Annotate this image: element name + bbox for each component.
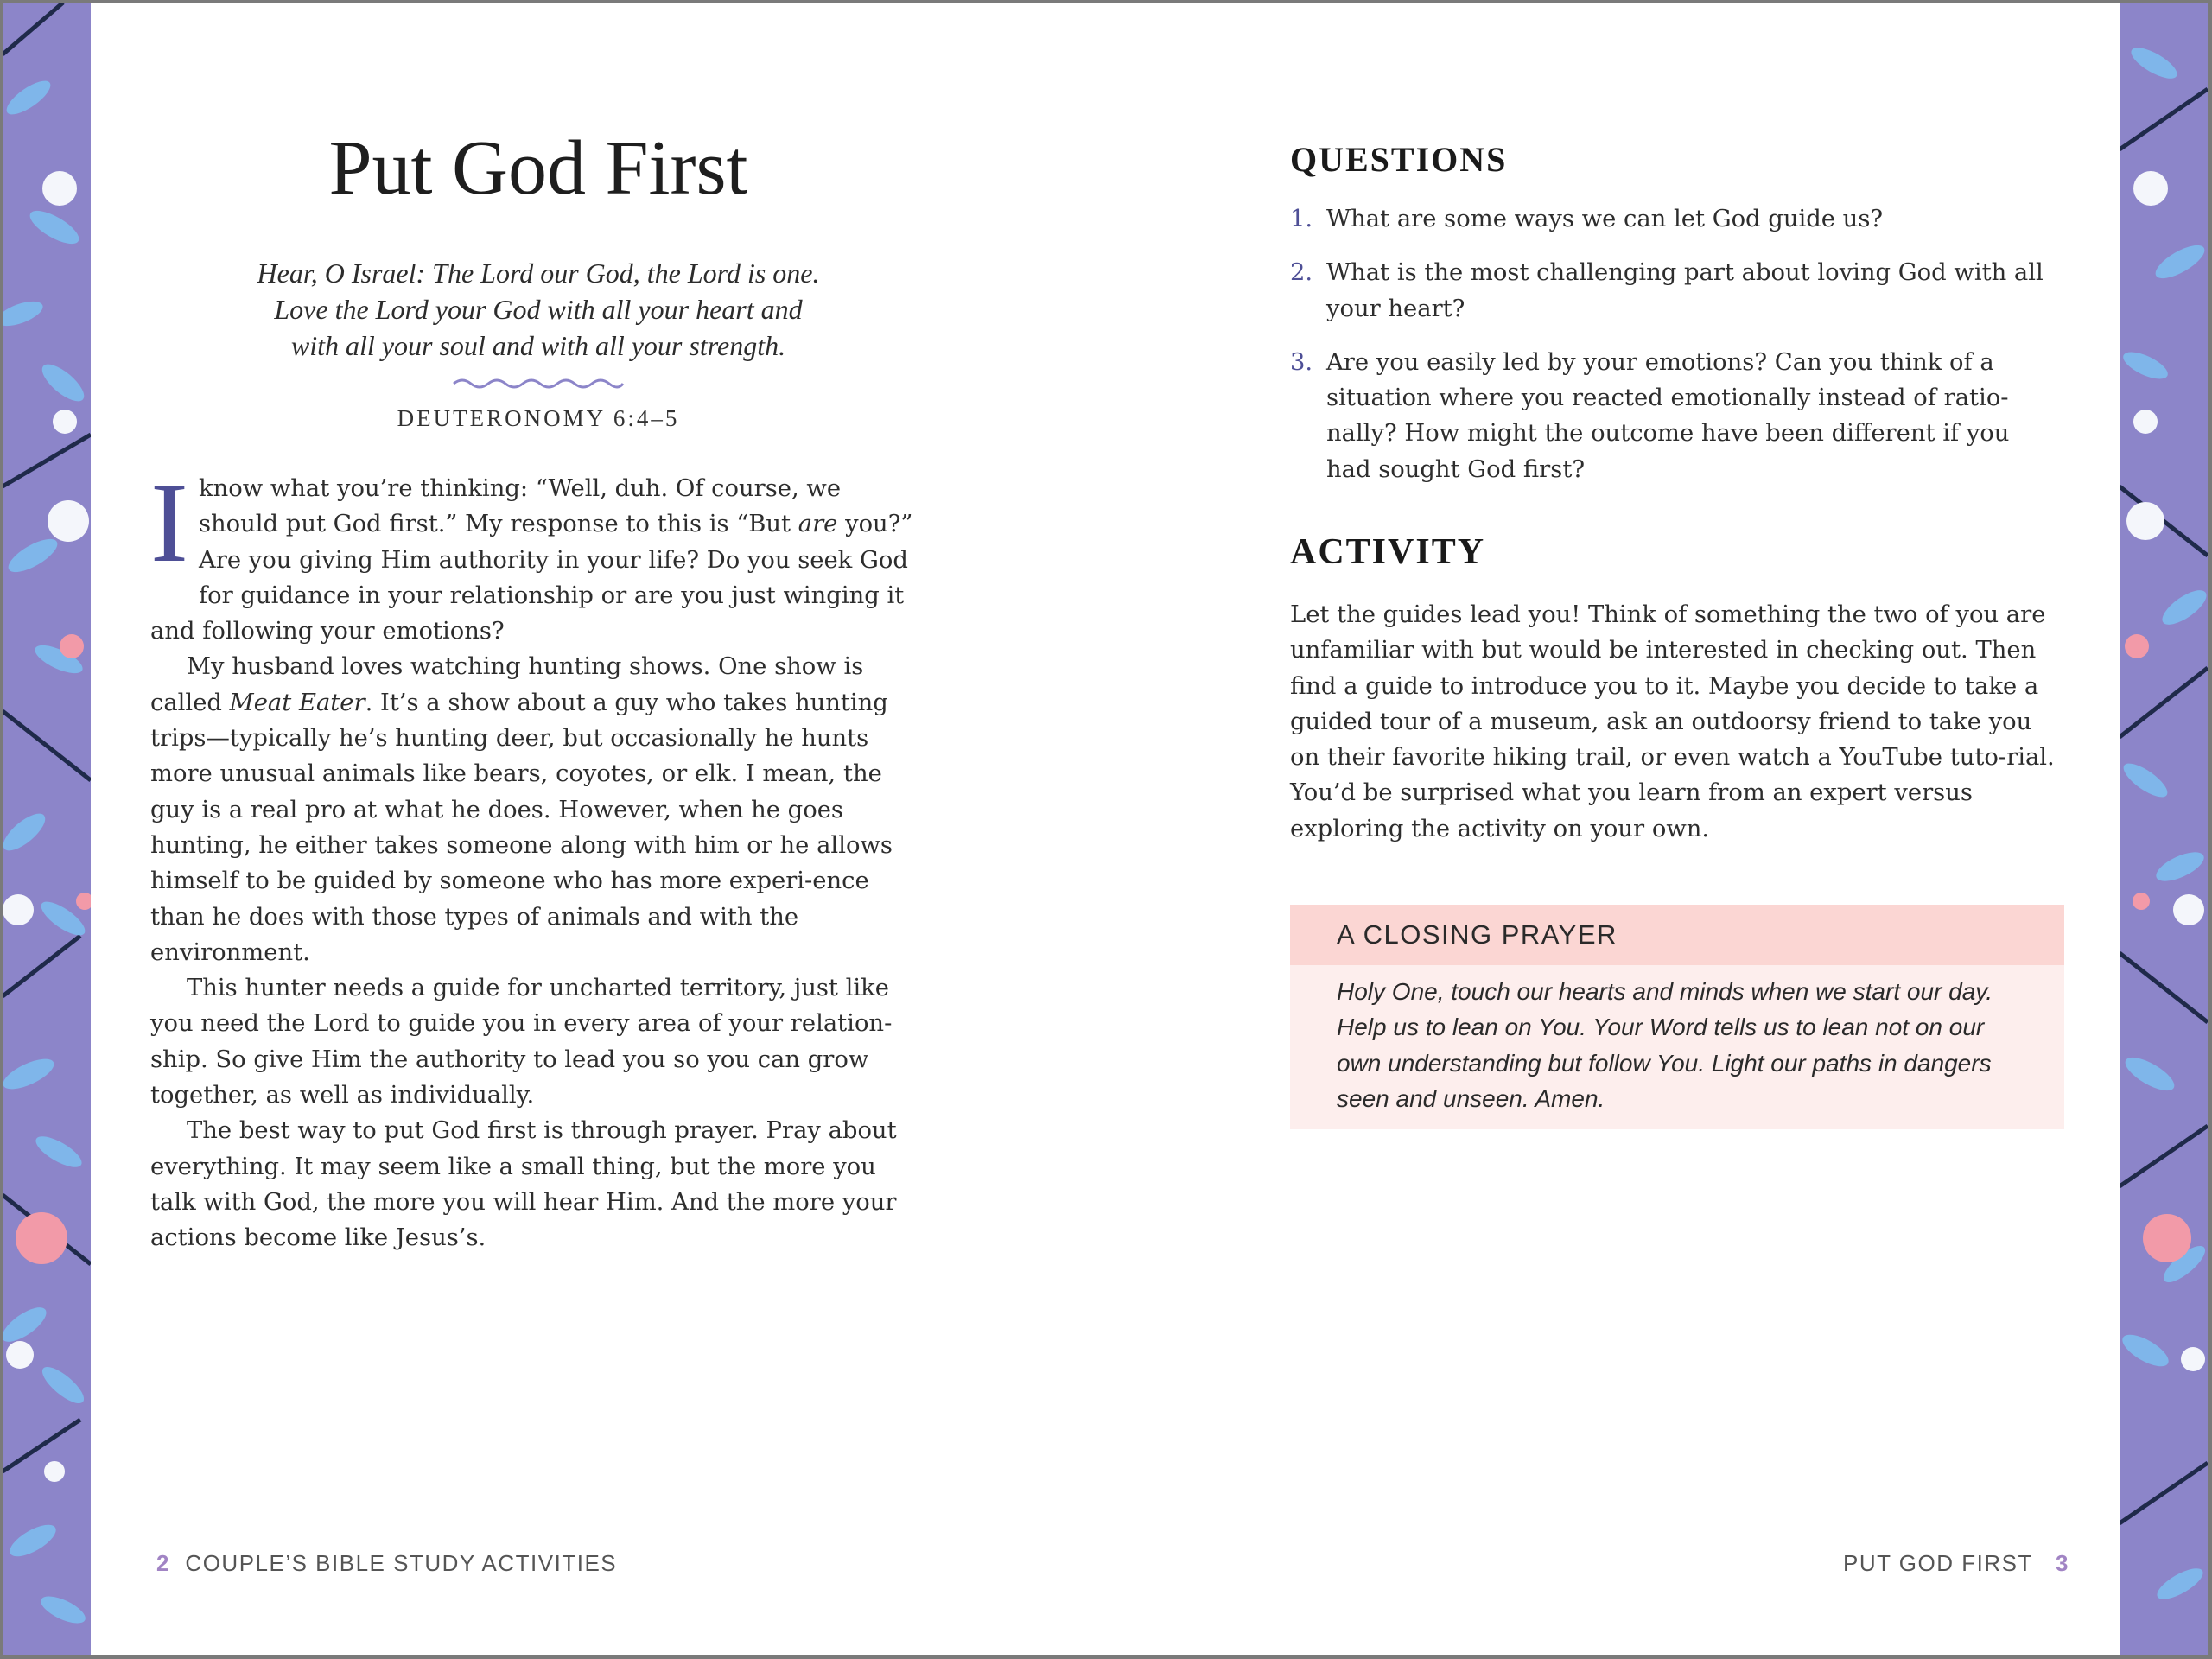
question-text: Are you easily led by your emotions? Can you think of a situation where you reacted emotionally instead of ratio-nally? How might the outcome have been different if you had sought God first? — [1326, 348, 2010, 483]
question-item — [1290, 201, 2050, 237]
body-text — [150, 459, 915, 1256]
question-item — [1290, 255, 2050, 327]
questions-list — [1290, 201, 2050, 505]
text-span: you?” Are you giving Him authority in your life? Do you seek God for guidance in your relationship or are you just winging it and following your emotions? — [150, 511, 913, 645]
question-number: 3. — [1290, 348, 1313, 376]
closing-prayer-box — [1290, 905, 2064, 1129]
question-item — [1290, 345, 2050, 487]
activity-text: Let the guides lead you! Think of something the two of you are unfamiliar with but would be interested in checking out. Then find a guide to introduce you to it. Maybe you decide to take a guided tour of a museum, ask an outdoorsy friend to take you on their favorite hiking trail, or even watch a YouTube tuto-rial. You’d be surprised what you learn from an expert versus exploring the activity on your own. — [1290, 601, 2055, 842]
question-text: What is the most challenging part about loving God with all your heart? — [1326, 259, 2044, 322]
drop-cap: I — [150, 459, 188, 586]
page-title: Put God First — [328, 125, 748, 211]
questions-heading: QUESTIONS — [1290, 140, 1508, 179]
left-floral-border — [3, 3, 91, 1655]
verse-line: Hear, O Israel: The Lord our God, the Lord is one. — [257, 257, 820, 289]
right-floral-border — [2120, 3, 2208, 1655]
body-paragraph: This hunter needs a guide for uncharted territory, just like you need the Lord to guide you in every area of your relation-ship. So give Him the authority to lead you so you can grow together, as well as individually. — [150, 975, 893, 1109]
question-number: 2. — [1290, 259, 1313, 287]
page-number: 2 — [156, 1550, 170, 1576]
show-title: Meat Eater — [229, 689, 365, 716]
prayer-heading: A CLOSING PRAYER — [1290, 905, 2064, 965]
decorative-wave-divider — [452, 376, 625, 390]
body-paragraph — [150, 649, 915, 970]
text-span: know what you’re thinking: “Well, duh. Of course, we should put God first.” My response to this is “But — [198, 475, 842, 538]
body-paragraph: The best way to put God first is through prayer. Pray about everything. It may seem like a small thing, but the more you talk with God, the more you will hear Him. And the more your actions become like Jesus’s. — [150, 1117, 897, 1252]
body-paragraph — [150, 459, 915, 649]
footer-left — [156, 1550, 617, 1577]
text-span: My husband loves watching hunting shows. One show is called — [150, 653, 864, 716]
running-head: PUT GOD FIRST — [1843, 1550, 2033, 1576]
floral-pattern-right — [2120, 3, 2208, 1655]
verse-line: with all your soul and with all your strength. — [290, 330, 786, 361]
activity-heading: ACTIVITY — [1290, 532, 1486, 572]
verse-reference: DEUTERONOMY 6:4–5 — [397, 405, 680, 431]
text-span: . It’s a show about a guy who takes hunting trips—typically he’s hunting deer, but occasionally he hunts more unusual animals like bears, coyotes, or elk. I mean, the guy is a real pro at what he does. However, when he goes hunting, he either takes someone along with him or he allows himself to be guided by someone who has more experi-ence than he does with those types of animals and with the environment. — [150, 689, 893, 966]
question-number: 1. — [1290, 206, 1313, 232]
scripture-verse — [210, 255, 867, 364]
page-number: 3 — [2056, 1550, 2069, 1576]
prayer-text: Holy One, touch our hearts and minds when we start our day. Help us to lean on You. Your Word tells us to lean not on our own understanding but follow You. Light our paths in dangers seen and unseen. Amen. — [1337, 978, 1993, 1112]
verse-line: Love the Lord your God with all your heart and — [274, 294, 803, 325]
book-spread — [3, 3, 2208, 1655]
question-text: What are some ways we can let God guide us? — [1326, 206, 1884, 232]
floral-pattern-left — [3, 3, 91, 1655]
emphasis-text: are — [798, 511, 838, 538]
footer-right — [1843, 1550, 2069, 1577]
running-head: COUPLE’S BIBLE STUDY ACTIVITIES — [185, 1550, 618, 1576]
